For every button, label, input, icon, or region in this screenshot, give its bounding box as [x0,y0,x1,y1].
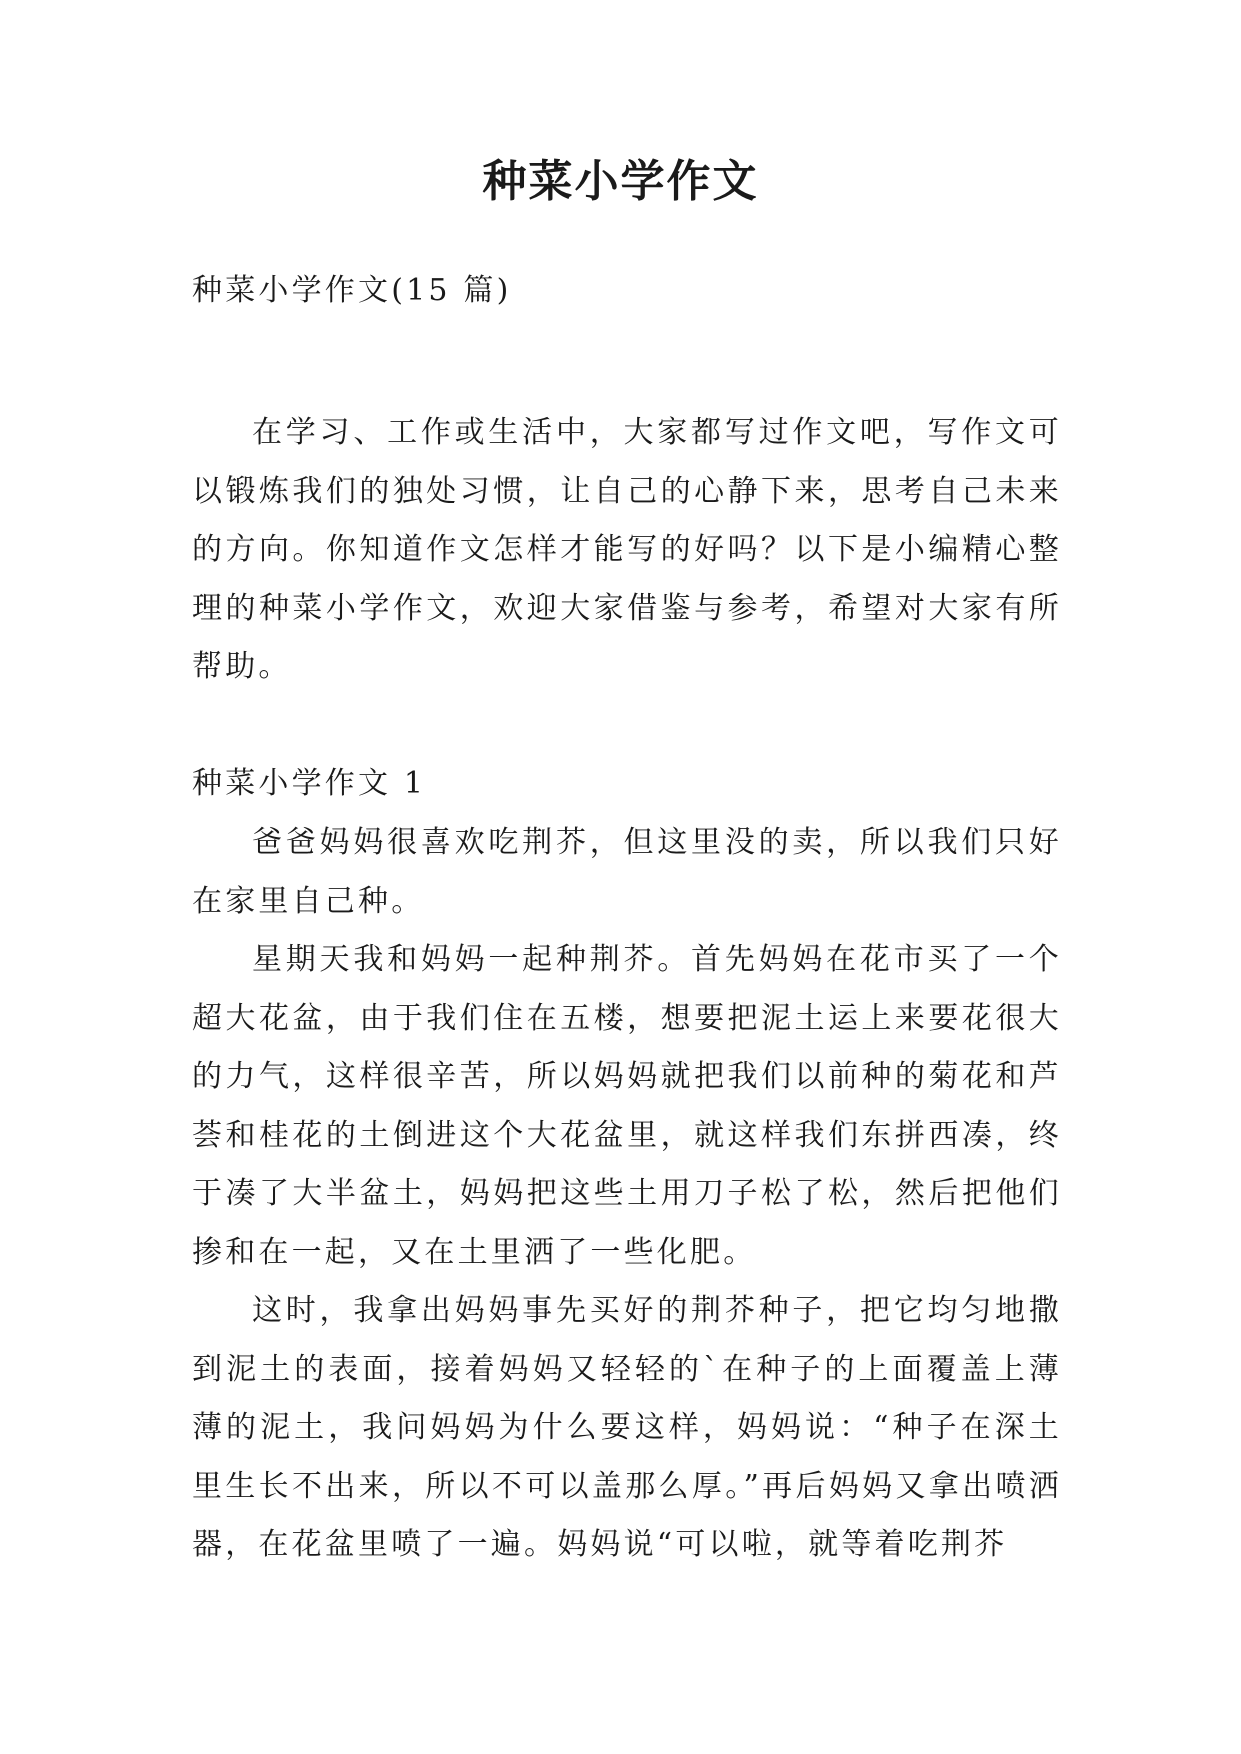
section-heading: 种菜小学作文 1 [192,766,427,801]
body-paragraph-2: 星期天我和妈妈一起种荆芥。首先妈妈在花市买了一个超大花盆，由于我们住在五楼，想要把泥土运上来要花很大的力气，这样很辛苦，所以妈妈就把我们以前种的菊花和芦荟和桂花的土倒进这个大花盆里，就这样我们东拼西凑，终于凑了大半盆土，妈妈把这些土用刀子松了松，然后把他们掺和在一起，又在土里洒了一些化肥。 [192,942,1062,1270]
document-title: 种菜小学作文 [482,156,759,207]
body-paragraph-3: 这时，我拿出妈妈事先买好的荆芥种子，把它均匀地撒到泥土的表面，接着妈妈又轻轻的`在种子的上面覆盖上薄薄的泥土，我问妈妈为什么要这样，妈妈说：“种子在深土里生长不出来，所以不可以盖那么厚。”再后妈妈又拿出喷洒器，在花盆里喷了一遍。妈妈说“可以啦，就等着吃荆芥 [192,1293,1062,1562]
section-body [192,814,1062,1575]
body-paragraph-1: 爸爸妈妈很喜欢吃荆芥，但这里没的卖，所以我们只好在家里自己种。 [192,825,1062,919]
document-subtitle: 种菜小学作文(15 篇) [192,273,512,308]
intro-paragraph: 在学习、工作或生活中，大家都写过作文吧，写作文可以锻炼我们的独处习惯，让自己的心静下来，思考自己未来的方向。你知道作文怎样才能写的好吗？以下是小编精心整理的种菜小学作文，欢迎大家借鉴与参考，希望对大家有所帮助。 [192,415,1062,684]
